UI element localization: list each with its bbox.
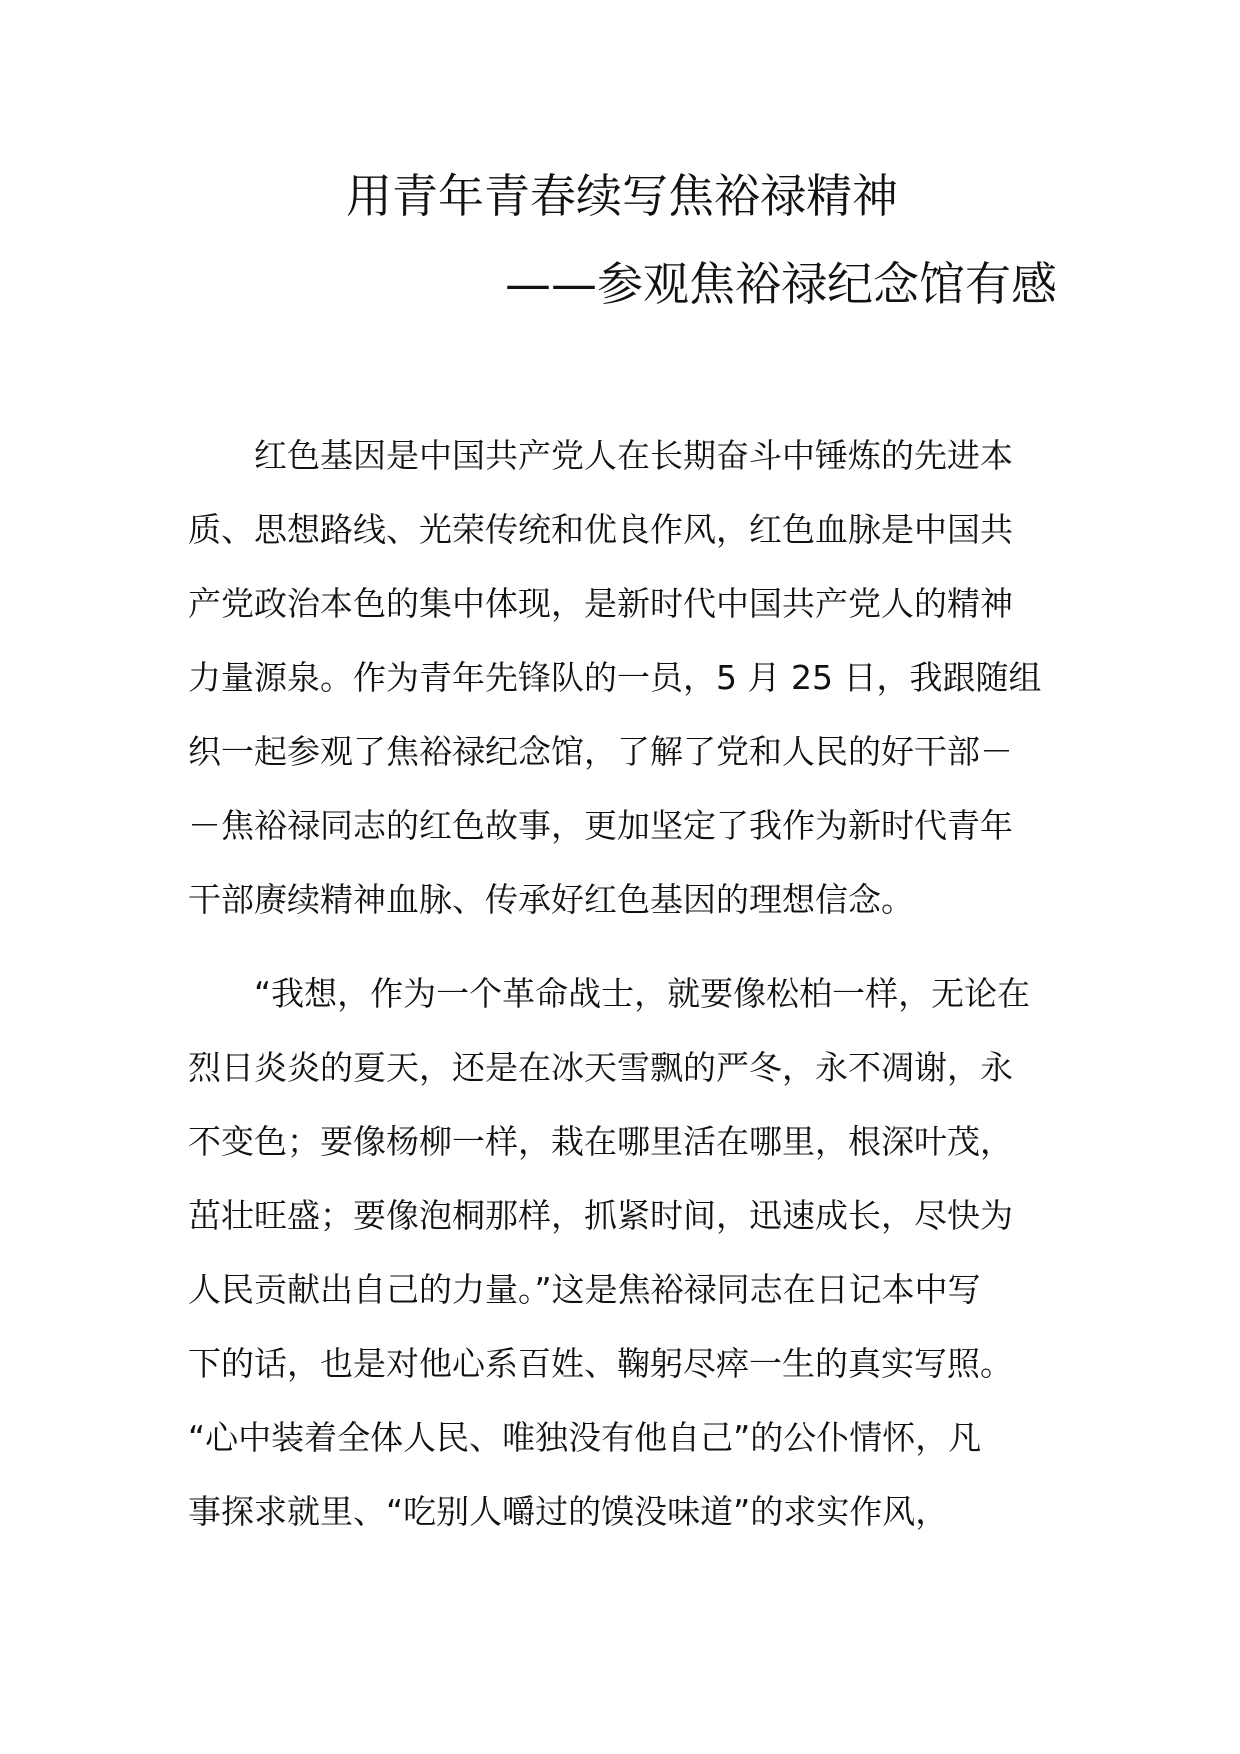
paragraph-1-line: 产党政治本色的集中体现，是新时代中国共产党人的精神 xyxy=(188,584,1013,623)
paragraph-1-line: －焦裕禄同志的红色故事，更加坚定了我作为新时代青年 xyxy=(188,806,1013,845)
paragraph-2-line: “我想，作为一个革命战士，就要像松柏一样，无论在 xyxy=(188,974,1031,1013)
paragraph-2-line: 事探求就里、“吃别人嚼过的馍没味道”的求实作风， xyxy=(188,1492,949,1531)
paragraph-1-line: 干部赓续精神血脉、传承好红色基因的理想信念。 xyxy=(188,880,914,919)
paragraph-1-line: 力量源泉。作为青年先锋队的一员，5 月 25 日，我跟随组 xyxy=(188,658,1042,697)
document-title: 用青年青春续写焦裕禄精神 xyxy=(346,169,898,223)
paragraph-2-line: 烈日炎炎的夏天，还是在冰天雪飘的严冬，永不凋谢，永 xyxy=(188,1048,1013,1087)
paragraph-2-line: 不变色；要像杨柳一样，栽在哪里活在哪里，根深叶茂， xyxy=(188,1122,1013,1161)
paragraph-1-line: 红色基因是中国共产党人在长期奋斗中锤炼的先进本 xyxy=(188,436,1013,475)
paragraph-2-line: 下的话，也是对他心系百姓、鞠躬尽瘁一生的真实写照。 xyxy=(188,1344,1013,1383)
paragraph-2-line: 茁壮旺盛；要像泡桐那样，抓紧时间，迅速成长，尽快为 xyxy=(188,1196,1013,1235)
paragraph-2-line: “心中装着全体人民、唯独没有他自己”的公仆情怀，凡 xyxy=(188,1418,982,1457)
paragraph-2-line: 人民贡献出自己的力量。”这是焦裕禄同志在日记本中写 xyxy=(188,1270,981,1309)
paragraph-1-line: 质、思想路线、光荣传统和优良作风，红色血脉是中国共 xyxy=(188,510,1013,549)
paragraph-1-line: 织一起参观了焦裕禄纪念馆，了解了党和人民的好干部－ xyxy=(188,732,1013,771)
document-subtitle: ——参观焦裕禄纪念馆有感 xyxy=(505,257,1057,311)
